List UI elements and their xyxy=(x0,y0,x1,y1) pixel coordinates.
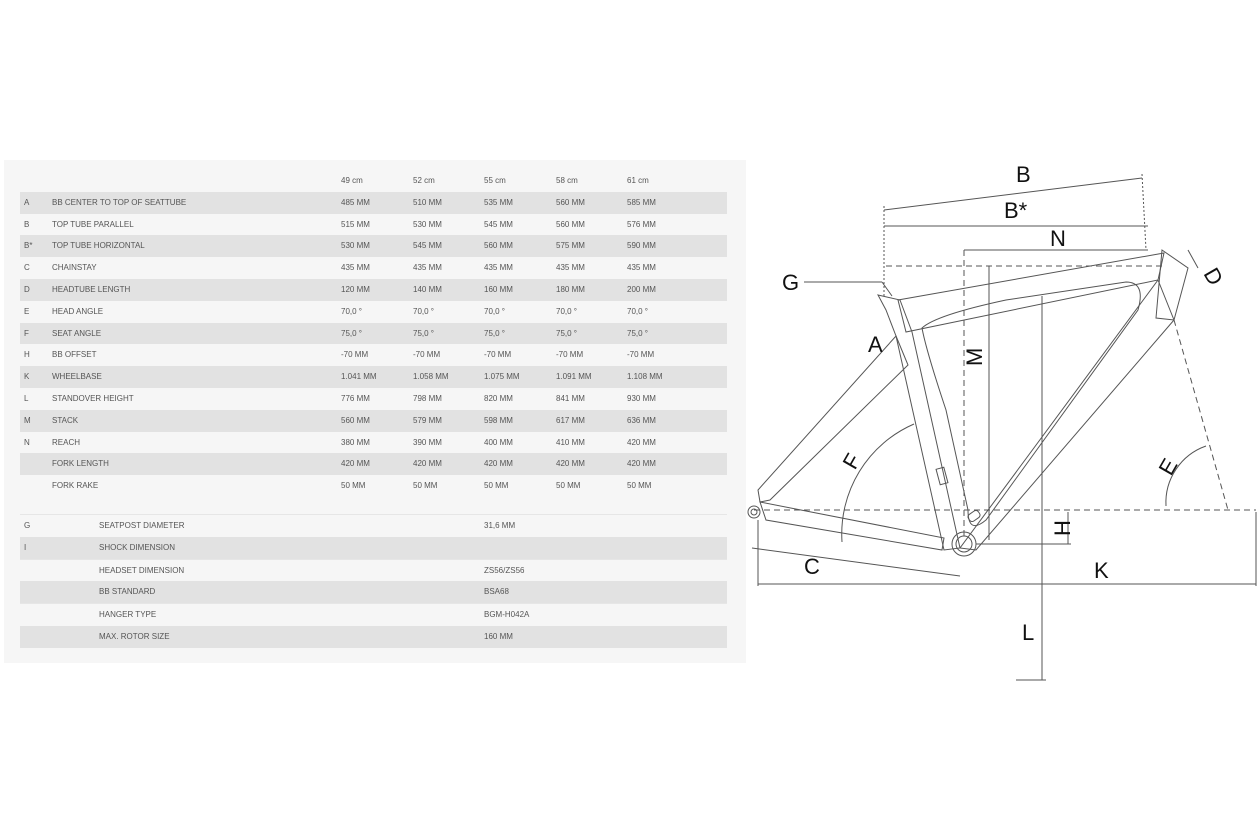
row-value: 435 MM xyxy=(341,263,370,273)
row-value: 70,0 ° xyxy=(556,306,577,316)
row-value: 590 MM xyxy=(627,241,656,251)
dim-label-n: N xyxy=(1050,226,1066,251)
row-label: STANDOVER HEIGHT xyxy=(52,393,134,403)
row-value: 560 MM xyxy=(556,219,585,229)
spec-code: I xyxy=(24,542,27,552)
dim-label-f: F xyxy=(837,449,866,474)
row-value: 535 MM xyxy=(484,197,513,207)
row-value: 560 MM xyxy=(484,241,513,251)
dim-label-g: G xyxy=(782,270,800,295)
geometry-row xyxy=(20,301,727,323)
row-label: CHAINSTAY xyxy=(52,263,97,273)
row-value: 420 MM xyxy=(627,437,656,447)
row-value: 420 MM xyxy=(341,459,370,469)
row-value: 435 MM xyxy=(556,263,585,273)
row-label: HEADTUBE LENGTH xyxy=(52,284,131,294)
row-label: REACH xyxy=(52,437,81,447)
row-value: -70 MM xyxy=(341,350,369,360)
row-value: 617 MM xyxy=(556,415,585,425)
row-value: 545 MM xyxy=(413,241,442,251)
row-value: 420 MM xyxy=(413,459,442,469)
row-value: 820 MM xyxy=(484,393,513,403)
row-code: L xyxy=(24,393,29,403)
row-value: 70,0 ° xyxy=(341,306,362,316)
row-code: B xyxy=(24,219,30,229)
spec-value: ZS56/ZS56 xyxy=(484,565,525,575)
row-value: 75,0 ° xyxy=(341,328,362,338)
row-value: 435 MM xyxy=(484,263,513,273)
row-value: 560 MM xyxy=(556,197,585,207)
row-value: 598 MM xyxy=(484,415,513,425)
seat-tube xyxy=(878,295,960,550)
row-value: 545 MM xyxy=(484,219,513,229)
row-value: 390 MM xyxy=(413,437,442,447)
spec-label: SEATPOST DIAMETER xyxy=(99,520,185,530)
row-value: 1.091 MM xyxy=(556,372,592,382)
seat-stay xyxy=(758,336,908,502)
row-value: 50 MM xyxy=(484,481,509,491)
spec-value: 160 MM xyxy=(484,631,513,641)
geometry-row xyxy=(20,453,727,475)
dim-label-l: L xyxy=(1022,620,1035,645)
row-code: F xyxy=(24,328,29,338)
row-value: 70,0 ° xyxy=(484,306,505,316)
size-header: 55 cm xyxy=(484,176,506,185)
dim-label-b: B xyxy=(1016,162,1031,187)
dim-label-m: M xyxy=(962,347,987,366)
geometry-row xyxy=(20,257,727,279)
spec-row xyxy=(20,514,727,537)
row-value: 776 MM xyxy=(341,393,370,403)
row-value: 50 MM xyxy=(556,481,581,491)
geometry-row xyxy=(20,279,727,301)
geometry-row xyxy=(20,388,727,410)
row-value: 140 MM xyxy=(413,284,442,294)
geometry-row xyxy=(20,323,727,345)
row-value: -70 MM xyxy=(556,350,584,360)
row-label: BB CENTER TO TOP OF SEATTUBE xyxy=(52,197,187,207)
row-value: 576 MM xyxy=(627,219,656,229)
row-label: WHEELBASE xyxy=(52,372,102,382)
row-value: 1.075 MM xyxy=(484,372,520,382)
row-label: SEAT ANGLE xyxy=(52,328,102,338)
frame-window xyxy=(922,282,1140,526)
row-value: 70,0 ° xyxy=(627,306,648,316)
row-value: 1.041 MM xyxy=(341,372,377,382)
spec-label: HEADSET DIMENSION xyxy=(99,565,185,575)
geometry-table xyxy=(20,170,727,648)
row-code: C xyxy=(24,263,30,273)
row-value: 75,0 ° xyxy=(627,328,648,338)
row-value: 70,0 ° xyxy=(413,306,434,316)
row-value: 1.108 MM xyxy=(627,372,663,382)
row-value: 798 MM xyxy=(413,393,442,403)
geometry-row xyxy=(20,344,727,366)
spec-value: BGM-H042A xyxy=(484,610,530,620)
row-value: 510 MM xyxy=(413,197,442,207)
row-label: TOP TUBE PARALLEL xyxy=(52,219,134,229)
row-value: -70 MM xyxy=(627,350,655,360)
row-value: 1.058 MM xyxy=(413,372,449,382)
row-code: M xyxy=(24,415,31,425)
row-value: 435 MM xyxy=(413,263,442,273)
row-value: 420 MM xyxy=(556,459,585,469)
spec-row xyxy=(20,626,727,648)
size-header: 58 cm xyxy=(556,176,578,185)
geometry-row xyxy=(20,475,727,497)
dim-label-h: H xyxy=(1050,520,1075,536)
spec-label: SHOCK DIMENSION xyxy=(99,542,176,552)
top-tube xyxy=(898,253,1164,332)
row-value: 50 MM xyxy=(627,481,652,491)
dim-label-a: A xyxy=(868,332,883,357)
head-tube xyxy=(1156,250,1188,320)
row-label: HEAD ANGLE xyxy=(52,306,104,316)
row-label: BB OFFSET xyxy=(52,350,97,360)
spec-value: 31,6 MM xyxy=(484,520,516,530)
geometry-panel xyxy=(4,160,746,663)
row-value: 420 MM xyxy=(484,459,513,469)
geometry-row xyxy=(20,366,727,388)
dim-label-d: D xyxy=(1198,263,1229,290)
row-value: 200 MM xyxy=(627,284,656,294)
row-value: 515 MM xyxy=(341,219,370,229)
spec-code: G xyxy=(24,520,31,530)
row-code: N xyxy=(24,437,30,447)
dim-label-e: E xyxy=(1153,454,1183,480)
row-label: STACK xyxy=(52,415,79,425)
row-code: K xyxy=(24,372,30,382)
spec-label: BB STANDARD xyxy=(99,587,156,597)
frame-geometry-diagram xyxy=(746,150,1260,690)
dim-label-b-star: B* xyxy=(1004,198,1028,223)
row-value: 400 MM xyxy=(484,437,513,447)
row-value: 636 MM xyxy=(627,415,656,425)
spec-row xyxy=(20,559,727,582)
row-label: TOP TUBE HORIZONTAL xyxy=(52,241,145,251)
rear-dropout xyxy=(748,506,760,518)
row-value: 75,0 ° xyxy=(484,328,505,338)
row-value: 560 MM xyxy=(341,415,370,425)
row-value: 75,0 ° xyxy=(413,328,434,338)
geometry-row xyxy=(20,432,727,454)
row-code: B* xyxy=(24,241,33,251)
row-value: 160 MM xyxy=(484,284,513,294)
size-header-row xyxy=(20,170,727,192)
row-label: FORK LENGTH xyxy=(52,459,109,469)
spec-label: HANGER TYPE xyxy=(99,610,157,620)
dim-label-c: C xyxy=(804,554,820,579)
dim-label-k: K xyxy=(1094,558,1109,583)
row-code: E xyxy=(24,306,30,316)
row-value: 120 MM xyxy=(341,284,370,294)
row-code: D xyxy=(24,284,30,294)
spec-label: MAX. ROTOR SIZE xyxy=(99,631,170,641)
row-value: 380 MM xyxy=(341,437,370,447)
row-code: A xyxy=(24,197,30,207)
row-value: 50 MM xyxy=(341,481,366,491)
row-value: 485 MM xyxy=(341,197,370,207)
size-header: 49 cm xyxy=(341,176,363,185)
spec-row xyxy=(20,537,727,559)
spec-value: BSA68 xyxy=(484,587,509,597)
row-value: 841 MM xyxy=(556,393,585,403)
row-value: 410 MM xyxy=(556,437,585,447)
row-value: 50 MM xyxy=(413,481,438,491)
spec-row xyxy=(20,581,727,603)
row-code: H xyxy=(24,350,30,360)
row-value: 579 MM xyxy=(413,415,442,425)
row-value: 75,0 ° xyxy=(556,328,577,338)
geometry-row xyxy=(20,410,727,432)
row-value: -70 MM xyxy=(413,350,441,360)
row-value: -70 MM xyxy=(484,350,512,360)
row-value: 530 MM xyxy=(341,241,370,251)
chain-stay xyxy=(760,502,944,550)
size-header: 52 cm xyxy=(413,176,435,185)
size-header: 61 cm xyxy=(627,176,649,185)
row-value: 585 MM xyxy=(627,197,656,207)
geometry-row xyxy=(20,235,727,257)
spec-row xyxy=(20,603,727,626)
row-value: 930 MM xyxy=(627,393,656,403)
row-value: 530 MM xyxy=(413,219,442,229)
row-value: 435 MM xyxy=(627,263,656,273)
row-value: 180 MM xyxy=(556,284,585,294)
geometry-row xyxy=(20,214,727,236)
geometry-row xyxy=(20,192,727,214)
row-value: 575 MM xyxy=(556,241,585,251)
row-value: 420 MM xyxy=(627,459,656,469)
row-label: FORK RAKE xyxy=(52,481,99,491)
